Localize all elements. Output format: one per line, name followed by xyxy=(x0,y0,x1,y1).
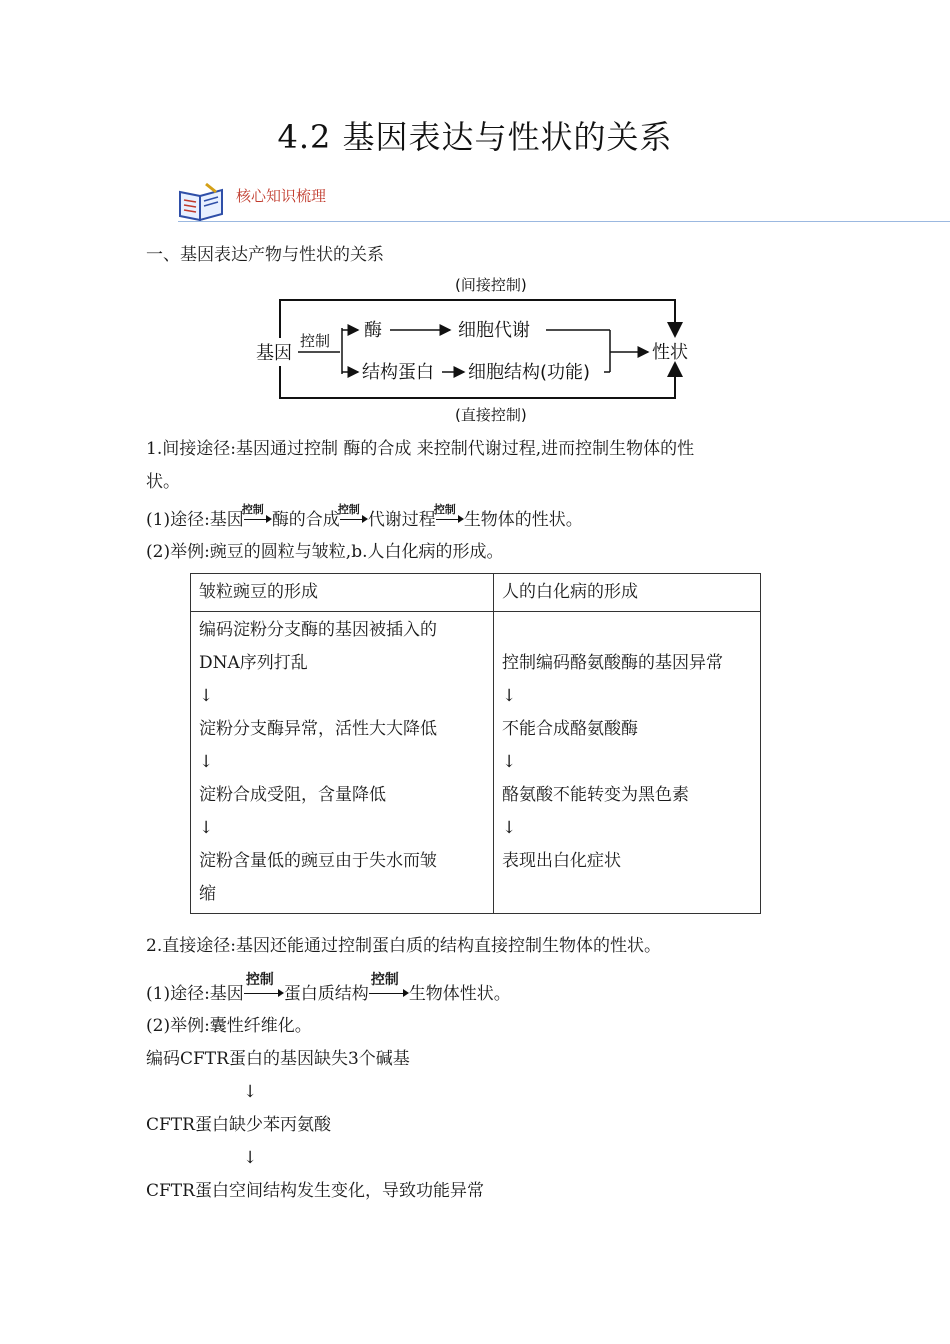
diagram-protein: 结构蛋白 xyxy=(362,362,434,383)
diagram-enzyme: 酶 xyxy=(364,320,382,341)
table-header: 皱粒豌豆的形成 xyxy=(199,582,318,602)
indirect-example: (2)举例:豌豆的圆粒与皱粒,b.人白化病的形成。 xyxy=(146,542,504,562)
control-arrow: 控制 xyxy=(369,982,409,1006)
gene-trait-diagram xyxy=(250,268,700,428)
indirect-path-line2: 状。 xyxy=(146,472,180,492)
banner-label: 核心知识梳理 xyxy=(236,187,327,205)
diagram-trait: 性状 xyxy=(652,342,688,363)
diagram-bottom-label: (直接控制) xyxy=(455,406,527,424)
diagram-structure: 细胞结构(功能) xyxy=(468,362,591,383)
chain-step: CFTR蛋白缺少苯丙氨酸 xyxy=(146,1115,331,1135)
direct-example: (2)举例:囊性纤维化。 xyxy=(146,1016,312,1036)
control-arrow: 控制 xyxy=(436,508,464,532)
comparison-table xyxy=(190,573,761,914)
chain-step: CFTR蛋白空间结构发生变化，导致功能异常 xyxy=(146,1181,484,1201)
chain-arrow: ↓ xyxy=(243,1148,258,1168)
table-row: 编码淀粉分支酶的基因被插入的 DNA序列打乱 ↓ 淀粉分支酶异常，活性大大降低 ↓ 淀粉合成受阻，含量降低 ↓ 淀粉含量低的豌豆由于失水而皱 缩 控制编码酪氨酸酶的基因异常 ↓ 不能合成酪氨酸酶 ↓ 酪氨酸不能转变为黑色素 ↓ 表现出白化症状 xyxy=(191,612,761,914)
open-book-icon xyxy=(176,180,226,222)
direct-path-route: (1)途径:基因 控制 蛋白质结构 控制 生物体性状。 xyxy=(146,972,511,1004)
banner-divider xyxy=(178,221,950,222)
indirect-path-route: (1)途径:基因 控制 酶的合成 控制 代谢过程 控制 生物体的性状。 xyxy=(146,503,583,530)
control-arrow: 控制 xyxy=(244,508,272,532)
indirect-path-line1: 1.间接途径:基因通过控制 酶的合成 来控制代谢过程,进而控制生物体的性 xyxy=(146,439,695,459)
diagram-top-label: (间接控制) xyxy=(455,276,527,294)
diagram-control: 控制 xyxy=(300,332,331,350)
control-arrow: 控制 xyxy=(340,508,368,532)
direct-path-intro: 2.直接途径:基因还能通过控制蛋白质的结构直接控制生物体的性状。 xyxy=(146,936,661,956)
chain-step: 编码CFTR蛋白的基因缺失3个碱基 xyxy=(146,1049,410,1069)
page-title: 4.2 基因表达与性状的关系 xyxy=(277,118,673,156)
table-header-row xyxy=(191,574,761,612)
diagram-metabolism: 细胞代谢 xyxy=(458,320,530,341)
table-header: 人的白化病的形成 xyxy=(502,582,638,602)
section1-heading: 一、基因表达产物与性状的关系 xyxy=(146,245,384,265)
chain-arrow: ↓ xyxy=(243,1082,258,1102)
control-arrow: 控制 xyxy=(244,982,284,1006)
diagram-gene: 基因 xyxy=(256,343,292,364)
